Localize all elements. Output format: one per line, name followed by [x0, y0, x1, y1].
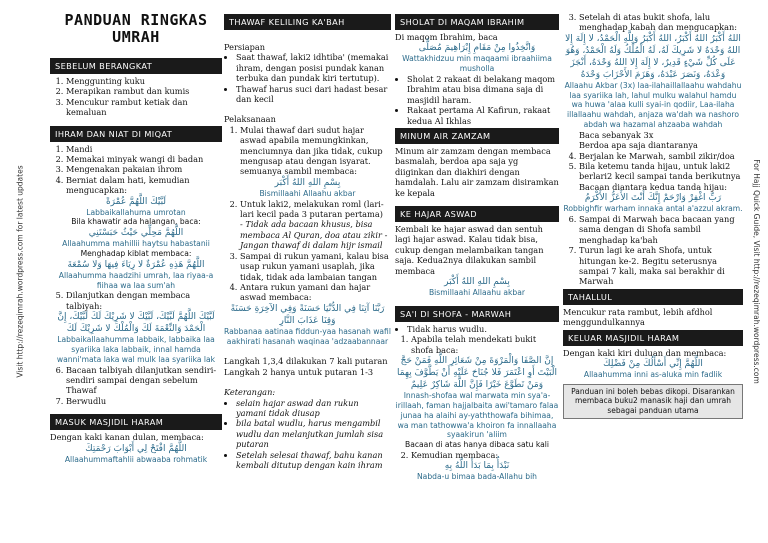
- subheading-persiapan: Persiapan: [224, 42, 265, 52]
- list-item: 1. Menggunting kuku: [66, 76, 222, 86]
- section-header-zamzam: MINUM AIR ZAMZAM: [395, 128, 559, 144]
- subheading-keterangan: Keterangan:: [224, 387, 276, 398]
- list-item: 2. Kemudian membaca:: [411, 450, 559, 460]
- transliteration: Allaahu Akbar (3x) laa-ilahaillallaahu wahdahu laa syariika lah, lahul mulku walahul hamdu wa huwa 'alaa kulli syai-in qodiir, Laa-ilaha illallaahu wahdah, anjaza wa'dah wa nashoro abdah wa hazamal ahzaaba wahdah: [564, 80, 742, 129]
- arabic-text: بِسْمِ اللهِ اللهُ أَكْبَر: [444, 277, 510, 288]
- arabic-text: لَبَّيْكَ اللَّهُمَّ لَبَّيْكَ، لَبَّيْكَ لا شَرِيْكَ لَكَ لَبَّيْكَ، إِنَّ الْحَمْدَ وَالنِّعْمَةَ لَكَ وَالْمُلْكَ لا شَرِيْكَ لَكَ: [57, 312, 215, 335]
- transliteration: Allaahummaftahlii abwaaba rohmatik: [64, 454, 208, 464]
- transliteration: Labbaikallahuma umrotan: [86, 207, 186, 217]
- note-langkah: Langkah 1,3,4 dilakukan 7 kali putaran Langkah 2 hanya untuk putaran 1-3: [224, 356, 388, 377]
- transliteration: Allaahumma mahillii haytsu habastanii: [62, 239, 210, 249]
- column-3: [395, 12, 559, 539]
- section-header-ihram: IHRAM DAN NIAT DI MIQAT: [50, 126, 222, 142]
- list-item: 1. Apabila telah mendekati bukit shofa baca:: [411, 334, 559, 355]
- list-item: 6. Bacaan talbiyah dilanjutkan sendiri-sendiri sampai dengan sebelum Thawaf: [66, 365, 222, 396]
- list-item: 6. Sampai di Marwah baca bacaan yang sama dengan di Shofa sambil menghadap ka'bah: [579, 214, 743, 245]
- list-item: • Rakaat pertama Al Kafirun, rakaat kedua Al Ikhlas: [407, 105, 559, 126]
- list-item: • Tidak harus wudlu.: [407, 324, 559, 334]
- instruction: Bacaan diantara kedua tanda hijau:: [579, 181, 728, 192]
- list-item: • Setelah selesai thawaf, bahu kanan kembali ditutup dengan kain ihram: [236, 450, 391, 471]
- list-item: 3. Mencukur rambut ketiak dan kemaluan: [66, 97, 222, 118]
- transliteration: Wattakhidzuu min maqaami ibraahiima musholla: [402, 54, 552, 74]
- arabic-text: اللَّهُمَّ إِنِّي أَسْأَلُكَ مِنْ فَضْلِكَ: [603, 359, 703, 370]
- list-ihram: [50, 144, 222, 196]
- subheading-pelaksanaan: Pelaksanaan: [224, 114, 276, 125]
- list-persiapan: [224, 52, 391, 104]
- transliteration: Allaahumma haadzihi umrah, laa riyaa-a fiihaa wa laa sum'ah: [58, 270, 214, 290]
- arabic-text: إِنَّ الصَّفَا وَالْمَرْوَةَ مِنْ شَعَائِرِ اللَّهِ فَمَنْ حَجَّ الْبَيْتَ أَوِ اعْتَمَرَ فَلا جُنَاحَ عَلَيْهِ أَنْ يَطَّوَّفَ بِهِمَا وَمَنْ تَطَوَّعَ خَيْرًا فَإِنَّ اللَّهَ شَاكِرٌ عَلِيمٌ: [397, 356, 557, 391]
- list-sai-steps-col4b: [563, 151, 743, 182]
- list-item: 4. Berniat dalam hati, kemudian mengucapkan:: [66, 175, 222, 196]
- copy-note-box: Panduan ini boleh bebas dikopi. Disarankan membaca buku2 manasik haji dan umrah sebagai panduan utama: [563, 384, 743, 419]
- arabic-text: وَاتَّخِذُوا مِنْ مَقَامِ إِبْرَاهِيمَ مُصَلًّى: [418, 43, 536, 54]
- list-sai-steps: [395, 334, 559, 355]
- list-ibrahim: [395, 74, 559, 126]
- transliteration: Rabbanaa aatinaa fiddun-yaa hasanah wafil aakhirati hasanah waqinaa 'adzaabannaar: [224, 326, 391, 346]
- list-item: 7. Turun lagi ke arah Shofa, untuk hitungan ke-2. Begitu seterusnya sampai 7 kali, maka sai berakhir di Marwah: [579, 245, 743, 287]
- arabic-text: رَبِّ اغْفِرْ وَارْحَمْ إِنَّكَ أَنْتَ الأَعَزُّ الأَكْرَمُ: [584, 193, 722, 204]
- section-header-berangkat: SEBELUM BERANGKAT: [50, 58, 222, 74]
- side-text-right: For Hajj Quick Guide, Visit http://rezeqimrah.wordpress.com: [751, 159, 761, 384]
- list-ihram-cont: [50, 290, 222, 311]
- transliteration: Allaahumma inni as-aluka min fadlik: [583, 370, 723, 380]
- list-pelaksanaan-cont: [224, 199, 391, 303]
- transliteration: Labbaikallaahumma labbaik, labbaika laa syariika laka labbaik, innal hamda wanni'mata laka wal mulk laa syariika lak: [56, 335, 216, 364]
- list-sai: [395, 324, 559, 334]
- section-header-ibrahim: SHOLAT DI MAQAM IBRAHIM: [395, 14, 559, 30]
- list-sai-steps-col4c: [563, 214, 743, 287]
- list-item: 2. Merapikan rambut dan kumis: [66, 86, 222, 96]
- column-2: [224, 12, 391, 539]
- column-1: [50, 12, 222, 539]
- list-keterangan: [224, 398, 391, 471]
- arabic-text: لَبَّيْكَ اللَّهُمَّ عُمْرَةً: [105, 196, 167, 207]
- section-header-thawaf: THAWAF KELILING KA'BAH: [224, 14, 391, 30]
- transliteration: Bismillaahi Allaahu akbar: [259, 188, 356, 198]
- instruction: Bacaan di atas hanya dibaca satu kali: [404, 440, 549, 450]
- list-pelaksanaan: [224, 125, 391, 177]
- transliteration: Bismillaahi Allaahu akbar: [428, 288, 526, 298]
- arabic-text: رَبَّنَا آتِنَا فِي الدُّنْيَا حَسَنَةً وَفِي الآخِرَةِ حَسَنَةً وَقِنَا عَذَابَ النَّارِ: [230, 303, 385, 326]
- page-title: PANDUAN RINGKAS UMRAH: [64, 12, 208, 46]
- transliteration: Innash-shofaa wal marwata min sya'a-irillaah, faman hajjalbaita awi'tamaro falaa junaa ha alaihi ay-yaththowafa bihimaa, wa man tathowwa'a khoiron fa innallaaha syaakirun 'aliim: [395, 391, 559, 440]
- paragraph: Mencukur rata rambut, lebih afdhol menggundulkannya: [563, 306, 713, 328]
- list-item: 4. Berjalan ke Marwah, sambil zikir/doa: [579, 151, 743, 161]
- arabic-text: اللَّهُمَّ افْتَحْ لِي أَبْوَابَ رَحْمَتِكَ: [85, 443, 187, 454]
- transliteration: Robbighfir warham innaka antal a'azzul akram.: [563, 204, 743, 214]
- transliteration: Nabda-u bimaa bada-Allahu bih: [416, 472, 537, 482]
- list-item: 2. Memakai minyak wangi di badan: [66, 154, 222, 164]
- instruction: Berdoa apa saja diantaranya: [579, 140, 698, 151]
- list-item: 5. Dilanjutkan dengan membaca talbiyah:: [66, 290, 222, 311]
- instruction: Dengan kaki kiri duluan dan membaca:: [563, 347, 727, 358]
- instruction: Menghadap kiblat membaca:: [80, 249, 192, 259]
- list-ihram-cont2: [50, 365, 222, 407]
- list-item: 7. Berwudlu: [66, 396, 222, 406]
- list-item: • Sholat 2 rakaat di belakang maqom Ibrahim atau bisa dimana saja di masjidil haram.: [407, 74, 559, 105]
- instruction: Dengan kaki kanan dulan, membaca:: [50, 432, 204, 443]
- section-header-aswad: KE HAJAR ASWAD: [395, 206, 559, 222]
- list-item: • selain hajar aswad dan rukun yamani tidak diusap: [236, 398, 391, 419]
- instruction: Bila khawatir ada halangan, baca:: [71, 217, 201, 227]
- arabic-text: بِسْمِ اللهِ اللهُ أَكْبَر: [274, 177, 341, 188]
- list-item: • bila batal wudlu, harus mengambil wudlu dan melanjutkan jumlah sisa putaran: [236, 418, 391, 449]
- arabic-text: اللَّهُمَّ هَذِهِ عُمْرَةٌ لا رِيَاءَ فِيهَا وَلا سُمْعَةَ: [67, 259, 205, 270]
- column-4: [563, 12, 743, 539]
- paragraph: Minum air zamzam dengan membaca basmalah, berdoa apa saja yg diiginkan dan diakhiri dengan hamdalah. Lalu air zamzam disiramkan ke kepala: [395, 146, 559, 198]
- instruction: Baca sebanyak 3x: [579, 129, 654, 140]
- list-item: 3. Mengenakan pakaian ihrom: [66, 164, 222, 174]
- section-header-sai: SA'I DI SHOFA - MARWAH: [395, 306, 559, 322]
- arabic-text: اللَّهُمَّ مَحِلِّي حَيْثُ حَبَسْتَنِي: [88, 228, 184, 239]
- section-header-keluar: KELUAR MASJIDIL HARAM: [563, 330, 743, 346]
- list-item: 3. Sampai di rukun yamani, kalau bisa usap rukun yamani usaplah, jika tidak, tidak ada lambaian tangan: [240, 251, 391, 282]
- list-sai-steps-col4: [563, 12, 743, 33]
- list-item: 4. Antara rukun yamani dan hajar aswad membaca:: [240, 282, 391, 303]
- list-berangkat: [50, 76, 222, 118]
- list-item: 5. Bila ketemu tanda hijau, untuk laki2 berlari2 kecil sampai tanda berikutnya: [579, 161, 743, 182]
- instruction: Di maqom Ibrahim, baca: [395, 32, 498, 42]
- list-item: 2. Untuk laki2, melakukan roml (lari-lari kecil pada 3 putaran pertama) - Tidak ada bacaan khusus, bisa membaca Al Quran, doa atau zikir - Jangan thawaf di dalam hijr ismail: [240, 199, 391, 251]
- side-text-left: Visit http://rezeqimrah.wordpress.com for latest updates: [15, 165, 25, 378]
- arabic-text: نَبْدَأُ بِمَا بَدَأَ اللَّهُ بِهِ: [444, 461, 510, 472]
- list-item: 1. Mulai thawaf dari sudut hajar aswad apabila memungkinkan, menciumnya dan jika tidak, cukup mengusap atau dengan isyarat. semuanya sambil membaca:: [240, 125, 391, 177]
- paragraph: Kembali ke hajar aswad dan sentuh lagi hajar aswad. Kalau tidak bisa, cukup dengan melambaikan tangan saja. Kedua2nya dilakukan sambil membaca: [395, 224, 544, 276]
- arabic-text: اللهُ أَكْبَرُ اللهُ أَكْبَرُ، اللهُ أَكْبَرُ وَلِلَّهِ الْحَمْدُ، لا إِلَهَ إِلا اللهُ وَحْدَهُ لا شَرِيكَ لَهُ، لَهُ الْمُلْكُ وَلَهُ الْحَمْدُ، وَهُوَ عَلَى كُلِّ شَيْءٍ قَدِيرٌ، لا إِلَهَ إِلا اللهُ وَحْدَهُ، أَنْجَزَ وَعْدَهُ، وَنَصَرَ عَبْدَهُ، وَهَزَمَ الأَحْزَابَ وَحْدَهُ: [565, 33, 741, 80]
- list-item: • Saat thawaf, laki2 idhtiba' (memakai ihram, dengan posisi pundak kanan terbuka dan pundak kiri tertutup).: [236, 52, 391, 83]
- list-item: 3. Setelah di atas bukit shofa, lalu menghadap kabah dan mengucapkan:: [579, 12, 743, 33]
- list-item: 1. Mandi: [66, 144, 222, 154]
- section-header-tahallul: TAHALLUL: [563, 289, 743, 305]
- list-sai-steps-cont: [395, 450, 559, 460]
- section-header-masuk: MASUK MASJIDIL HARAM: [50, 414, 222, 430]
- list-item: • Thawaf harus suci dari hadast besar dan kecil: [236, 84, 391, 105]
